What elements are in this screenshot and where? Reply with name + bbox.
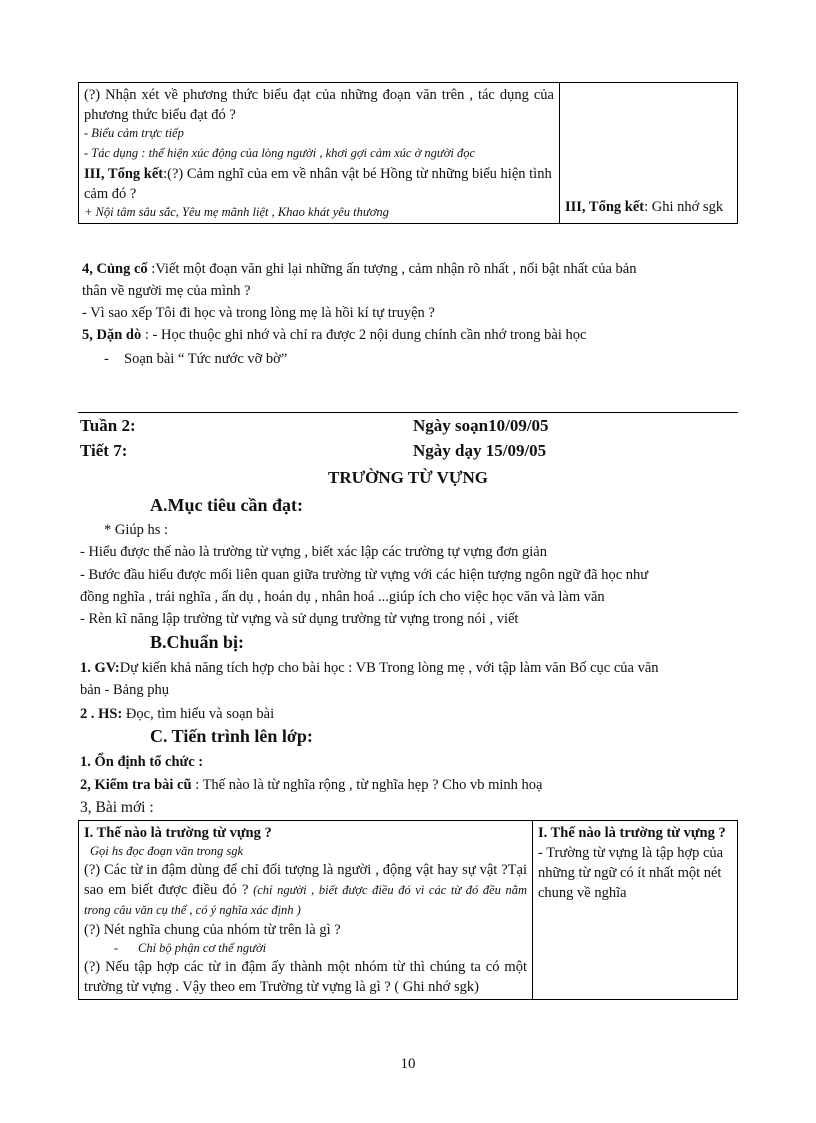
sectionC-step3: 3, Bài mới :	[80, 799, 154, 816]
right-definition: - Trường từ vựng là tập hợp của những từ ngữ có ít nhất một nét chung về nghĩa	[538, 845, 724, 901]
section5-item: - Soạn bài “ Tức nước vỡ bờ”	[104, 351, 288, 367]
hs-line	[80, 703, 274, 725]
gv-text1: Dự kiến khả năng tích hợp cho bài học : VB Trong lòng mẹ , với tập làm văn Bố cục của văn	[119, 660, 659, 676]
section5-line	[82, 324, 586, 346]
lesson-title: TRƯỜNG TỪ VỰNG	[328, 468, 488, 487]
right-summary-text: : Ghi nhớ sgk	[644, 199, 724, 215]
gv-label: 1. GV:	[80, 660, 120, 676]
sectionA-item-4: - Rèn kĩ năng lập trường từ vựng và sử dụng trường từ vựng trong nói , viết	[80, 611, 519, 627]
section4-line1	[82, 258, 637, 280]
question-2: (?) Nét nghĩa chung của nhóm từ trên là gì ?	[84, 922, 341, 938]
gv-line2: bản - Bảng phụ	[80, 682, 169, 698]
separator-line	[78, 412, 738, 413]
section4-label: 4, Củng cố	[82, 261, 148, 277]
bottom-table-left-cell	[79, 821, 533, 1000]
section5-text: : - Học thuộc ghi nhớ và chỉ ra được 2 nội dung chính cần nhớ trong bài học	[141, 327, 587, 343]
answer-2-text: Chỉ bộ phận cơ thể người	[138, 941, 267, 955]
section4-text1: :Viết một đoạn văn ghi lại những ấn tượng , cảm nhận rõ nhất , nổi bật nhất của bản	[147, 261, 637, 277]
section4-line2: thân về người mẹ của mình ?	[82, 283, 251, 299]
question-1	[84, 860, 527, 920]
step2-text: : Thế nào là từ nghĩa rộng , từ nghĩa hẹp ? Cho vb minh hoạ	[191, 777, 543, 793]
sectionC-step2	[80, 774, 542, 796]
top-table-left-cell	[79, 83, 560, 224]
hs-text: Đọc, tìm hiểu và soạn bài	[122, 706, 275, 722]
sectionA-heading: A.Mục tiêu cần đạt:	[150, 495, 303, 515]
section5-label: 5, Dặn dò	[82, 327, 142, 343]
week-label: Tuần 2:	[80, 416, 136, 435]
answer-expression: - Biểu cảm trực tiếp	[84, 126, 184, 140]
sectionC-step1: 1. Ổn định tổ chức :	[80, 754, 204, 770]
sectionA-item-3: đồng nghĩa , trái nghĩa , ẩn dụ , hoán dụ , nhân hoá ...giúp ích cho việc học văn và làm văn	[80, 589, 605, 605]
answer-2: - Chỉ bộ phận cơ thể người	[114, 941, 267, 955]
page-number: 10	[400, 1056, 416, 1072]
sectionA-item-2: - Bước đầu hiểu được mối liên quan giữa trường từ vựng với các hiện tượng ngôn ngữ đã học như	[80, 567, 649, 583]
top-table	[78, 82, 738, 224]
section4-line3: - Vì sao xếp Tôi đi học và trong lòng mẹ là hồi kí tự truyện ?	[82, 305, 435, 321]
question-3: (?) Nếu tập hợp các từ in đậm ấy thành một nhóm từ thì chúng ta có một trường từ vựng . Vậy theo em Trường từ vựng là gì ? ( Ghi nhớ sgk)	[84, 959, 527, 995]
right-summary-label: III, Tổng kết	[565, 199, 645, 215]
bottom-table	[78, 820, 738, 1000]
sectionB-heading: B.Chuẩn bị:	[150, 632, 245, 652]
sectionA-item-1: - Hiểu được thế nào là trường từ vựng , biết xác lập các trường tự vựng đơn giản	[80, 544, 547, 560]
question-1-note: (chỉ người , biết được điều đó vì các từ đó đều nằm trong câu văn cụ thể , có ý nghĩa xác định )	[84, 883, 527, 917]
section5-item-text: Soạn bài “ Tức nước vỡ bờ”	[124, 351, 288, 367]
summary-text: :(?) Cảm nghĩ của em về nhân vật bé Hồng từ những biểu hiện tình cảm đó ?	[84, 166, 552, 202]
prep-date: Ngày soạn10/09/05	[413, 416, 549, 435]
top-table-right-cell	[560, 83, 738, 224]
question-1-text: (?) Các từ in đậm dùng để chỉ đối tượng là người , động vật hay sự vật ?Tại sao em biết được điều đó ?	[84, 862, 527, 898]
bottom-table-right-cell	[533, 821, 738, 1000]
gv-line1	[80, 657, 659, 679]
instruction-read: Gọi hs đọc đoạn văn trong sgk	[90, 844, 243, 858]
question-expression: (?) Nhận xét về phương thức biểu đạt của những đoạn văn trên , tác dụng của phương thức biểu đạt đó ?	[84, 87, 554, 123]
right-heading: I. Thế nào là trường từ vựng ?	[538, 825, 726, 841]
answer-effect: - Tác dụng : thể hiện xúc động của lòng người , khơi gợi cảm xúc ở người đọc	[84, 146, 476, 160]
hs-label: 2 . HS:	[80, 706, 123, 722]
teach-date: Ngày dạy 15/09/05	[413, 441, 547, 460]
period-label: Tiết 7:	[80, 441, 128, 460]
summary-answer: + Nội tâm sâu sắc, Yêu mẹ mãnh liệt , Khao khát yêu thương	[84, 205, 389, 219]
summary-label: III, Tổng kết	[84, 166, 164, 182]
summary-question	[84, 164, 554, 204]
sectionA-intro: * Giúp hs :	[104, 522, 169, 538]
left-heading: I. Thế nào là trường từ vựng ?	[84, 825, 272, 841]
step2-label: 2, Kiểm tra bài cũ	[80, 777, 192, 793]
sectionC-heading: C. Tiến trình lên lớp:	[150, 726, 313, 746]
